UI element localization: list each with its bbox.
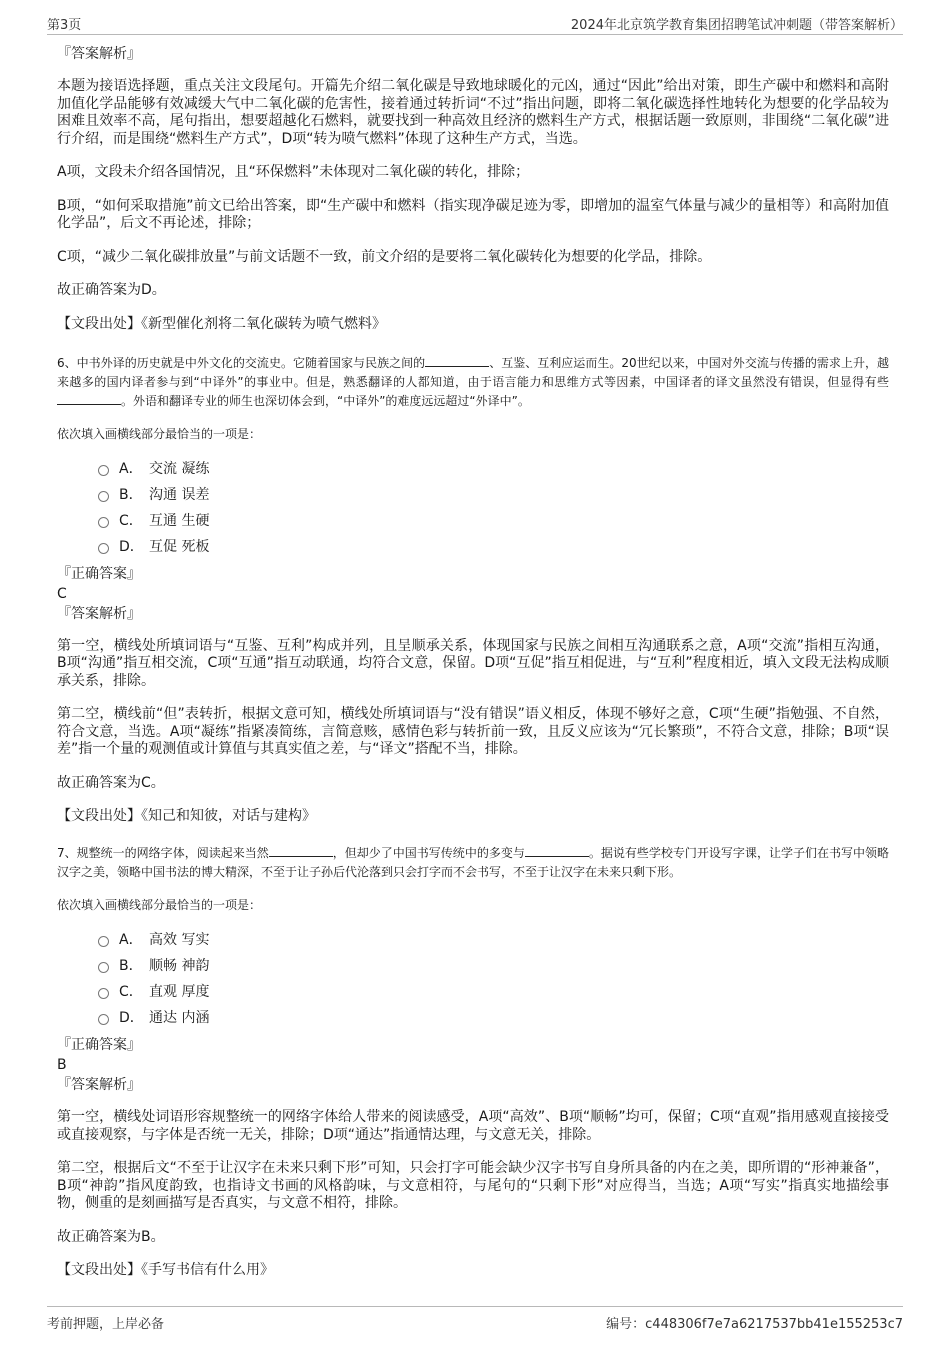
q7-options <box>57 927 889 1031</box>
q5-analysis-p4: C项，“减少二氧化碳排放量”与前文话题不一致，前文介绍的是要将二氧化碳转化为想要的化学品，排除。 <box>57 248 712 265</box>
footer-slogan: 考前押题，上岸必备 <box>47 1317 165 1332</box>
q5-source: 【文段出处】《新型催化剂将二氧化碳转为喷气燃料》 <box>57 315 386 332</box>
q6-options <box>57 456 889 560</box>
radio-icon[interactable] <box>98 491 109 502</box>
q6-option-d[interactable]: D． 互促 死板 <box>57 534 889 560</box>
q7-option-c[interactable]: C． 直观 厚度 <box>57 979 889 1005</box>
radio-icon[interactable] <box>98 543 109 554</box>
page-number: 第3页 <box>47 18 82 33</box>
radio-icon[interactable] <box>98 962 109 973</box>
q5-analysis-p5: 故正确答案为D。 <box>57 282 166 298</box>
q6-option-a[interactable]: A． 交流 凝练 <box>57 456 889 482</box>
q7-option-a[interactable]: A． 高效 写实 <box>57 927 889 953</box>
q7-blank-2 <box>525 844 589 857</box>
document-title: 2024年北京筑学教育集团招聘笔试冲刺题（带答案解析） <box>570 18 903 33</box>
q7-prompt: 依次填入画横线部分最恰当的一项是： <box>57 898 262 912</box>
q6-analysis-p1: 第一空，横线处所填词语与“互鉴、互利”构成并列，且呈顺承关系，体现国家与民族之间相互沟通联系之意，A项“交流”指相互沟通，B项“沟通”指互相交流，C项“互通”指互动联通，均符合文意，保留。D项“互促”指互相促进，与“互利”程度相近，填入文段无法构成顺承关系，排除。 <box>57 637 889 689</box>
q6-text-b: 、互鉴、互利应运而生。20世纪以来，中国对外交流与传播的需求上升，越来越多的国内译者参与到“中译外”的事业中。但是，熟悉翻译的人都知道，由于语言能力和思维方式等因素，中国译者的译文虽然没有错误，但显得有些 <box>57 355 890 389</box>
radio-icon[interactable] <box>98 936 109 947</box>
radio-icon[interactable] <box>98 465 109 476</box>
q6-question <box>57 354 889 411</box>
q7-analysis-label: 『答案解析』 <box>57 1077 141 1093</box>
radio-icon[interactable] <box>98 1014 109 1025</box>
q6-correct-label: 『正确答案』 <box>57 565 141 582</box>
q7-text-c: 。据说有些学校专门开设写字课，让学子们在书写中领略汉字之美，领略中国书法的博大精深，不至于让子孙后代沦落到只会打字而不会书写，不至于让汉字在未来只剩下形。 <box>57 846 889 879</box>
q6-prompt: 依次填入画横线部分最恰当的一项是： <box>57 426 262 441</box>
document-body <box>57 44 889 1280</box>
q6-source: 【文段出处】《知己和知彼，对话与建构》 <box>57 808 316 824</box>
page-footer <box>47 1306 903 1331</box>
q6-text-c: 。外语和翻译专业的师生也深切体会到，“中译外”的难度远远超过“外译中”。 <box>121 393 530 408</box>
q6-option-b[interactable]: B． 沟通 误差 <box>57 482 889 508</box>
q6-text-a: 6、中书外译的历史就是中外文化的交流史。它随着国家与民族之间的 <box>57 355 426 370</box>
q6-option-c[interactable]: C． 互通 生硬 <box>57 508 889 534</box>
q7-option-b[interactable]: B． 顺畅 神韵 <box>57 953 889 979</box>
q7-correct-answer: B <box>57 1057 67 1073</box>
q7-option-d[interactable]: D． 通达 内涵 <box>57 1005 889 1031</box>
q5-analysis-p1: 本题为接语选择题，重点关注文段尾句。开篇先介绍二氧化碳是导致地球暖化的元凶，通过“因此”给出对策，即生产碳中和燃料和高附加值化学品能够有效减缓大气中二氧化碳的危害性，接着通过转折词“不过”指出问题，即将二氧化碳选择性地转化为想要的化学品较为困难且效率不高，尾句指出，想要超越化石燃料，就要找到一种高效且经济的燃料生产方式，根据话题一致原则，非围绕“二氧化碳”进行介绍，而是围绕“燃料生产方式”，D项“转为喷气燃料”体现了这种生产方式，当选。 <box>57 78 889 147</box>
q7-analysis-p2: 第二空，根据后文“不至于让汉字在未来只剩下形”可知，只会打字可能会缺少汉字书写自身所具备的内在之美，即所谓的“形神兼备”，B项“神韵”指风度韵致，也指诗文书画的风格韵味，与文意相符，与尾句的“只剩下形”对应得当，当选；A项“写实”指真实地描绘事物，侧重的是刻画描写是否真实，与文意不相符，排除。 <box>57 1160 889 1211</box>
q6-blank-1 <box>425 354 489 367</box>
q6-correct-answer: C <box>57 585 67 602</box>
q5-analysis-p2: A项，文段未介绍各国情况，且“环保燃料”未体现对二氧化碳的转化，排除； <box>57 164 530 180</box>
q7-analysis-p1: 第一空，横线处词语形容规整统一的网络字体给人带来的阅读感受，A项“高效”、B项“顺畅”均可，保留；C项“直观”指用感观直接接受或直接观察，与字体是否统一无关，排除；D项“通达”指通情达理，与文意无关，排除。 <box>57 1109 889 1143</box>
radio-icon[interactable] <box>98 988 109 999</box>
q7-analysis-p3: 故正确答案为B。 <box>57 1228 165 1245</box>
q7-text-b: ，但却少了中国书写传统中的多变与 <box>332 846 525 860</box>
q6-analysis-p2: 第二空，横线前“但”表转折，根据文意可知，横线处所填词语与“没有错误”语义相反，体现不够好之意，C项“生硬”指勉强、不自然，符合文意，当选。A项“凝练”指紧凑简练，言简意赅，感情色彩与转折前一致，且反义应该为“冗长繁琐”，不符合文意，排除；B项“误差”指一个量的观测值或计算值与其真实值之差，与“译文”搭配不当，排除。 <box>57 706 889 757</box>
q7-correct-label: 『正确答案』 <box>57 1037 141 1053</box>
q7-source: 【文段出处】《手写书信有什么用》 <box>57 1262 274 1278</box>
page-header <box>47 12 903 35</box>
q6-analysis-p3: 故正确答案为C。 <box>57 774 165 791</box>
document-id: 编号：c448306f7e7a6217537bb41e155253c7 <box>606 1317 903 1332</box>
q5-analysis-p3: B项，“如何采取措施”前文已给出答案，即“生产碳中和燃料（指实现净碳足迹为零，即增加的温室气体量与减少的量相等）和高附加值化学品”，后文不再论述，排除； <box>57 197 889 231</box>
q5-analysis-label: 『答案解析』 <box>57 46 141 62</box>
q7-question <box>57 844 889 882</box>
q6-analysis-label: 『答案解析』 <box>57 605 141 622</box>
q7-text-a: 7、规整统一的网络字体，阅读起来当然 <box>57 846 269 860</box>
q7-blank-1 <box>269 844 333 857</box>
radio-icon[interactable] <box>98 517 109 528</box>
q6-blank-2 <box>57 392 121 405</box>
